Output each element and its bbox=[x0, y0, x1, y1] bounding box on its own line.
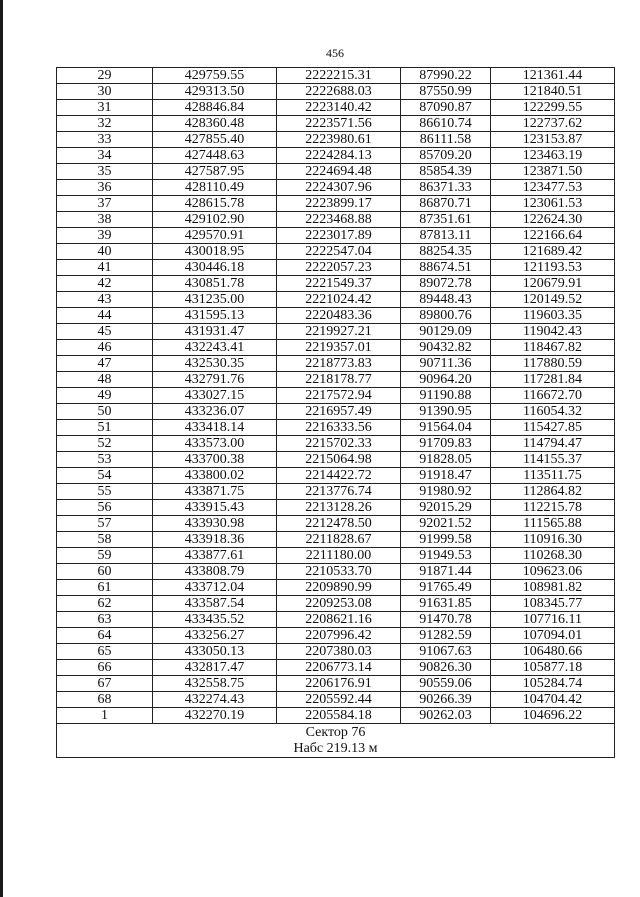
local-x-cell: 91949.53 bbox=[401, 548, 491, 564]
local-x-cell: 89800.76 bbox=[401, 308, 491, 324]
local-x-cell: 85709.20 bbox=[401, 148, 491, 164]
table-row bbox=[57, 692, 615, 708]
local-x-cell: 87990.22 bbox=[401, 68, 491, 84]
point-number-cell: 58 bbox=[57, 532, 153, 548]
local-y-cell: 113511.75 bbox=[491, 468, 615, 484]
local-x-cell: 87351.61 bbox=[401, 212, 491, 228]
local-x-cell: 91390.95 bbox=[401, 404, 491, 420]
table-row bbox=[57, 132, 615, 148]
x-coordinate-cell: 433587.54 bbox=[153, 596, 277, 612]
y-coordinate-cell: 2223899.17 bbox=[277, 196, 401, 212]
table-row bbox=[57, 100, 615, 116]
local-x-cell: 91980.92 bbox=[401, 484, 491, 500]
x-coordinate-cell: 431931.47 bbox=[153, 324, 277, 340]
local-y-cell: 122299.55 bbox=[491, 100, 615, 116]
local-y-cell: 106480.66 bbox=[491, 644, 615, 660]
local-y-cell: 116054.32 bbox=[491, 404, 615, 420]
x-coordinate-cell: 427587.95 bbox=[153, 164, 277, 180]
x-coordinate-cell: 433871.75 bbox=[153, 484, 277, 500]
local-y-cell: 117880.59 bbox=[491, 356, 615, 372]
point-number-cell: 42 bbox=[57, 276, 153, 292]
table-row bbox=[57, 628, 615, 644]
local-y-cell: 114794.47 bbox=[491, 436, 615, 452]
local-x-cell: 86610.74 bbox=[401, 116, 491, 132]
local-y-cell: 120149.52 bbox=[491, 292, 615, 308]
x-coordinate-cell: 430851.78 bbox=[153, 276, 277, 292]
x-coordinate-cell: 428615.78 bbox=[153, 196, 277, 212]
x-coordinate-cell: 430446.18 bbox=[153, 260, 277, 276]
local-y-cell: 118467.82 bbox=[491, 340, 615, 356]
local-x-cell: 87813.11 bbox=[401, 228, 491, 244]
point-number-cell: 46 bbox=[57, 340, 153, 356]
x-coordinate-cell: 429313.50 bbox=[153, 84, 277, 100]
y-coordinate-cell: 2205592.44 bbox=[277, 692, 401, 708]
point-number-cell: 56 bbox=[57, 500, 153, 516]
x-coordinate-cell: 433418.14 bbox=[153, 420, 277, 436]
table-row bbox=[57, 436, 615, 452]
x-coordinate-cell: 428110.49 bbox=[153, 180, 277, 196]
x-coordinate-cell: 433800.02 bbox=[153, 468, 277, 484]
local-y-cell: 107094.01 bbox=[491, 628, 615, 644]
local-x-cell: 90826.30 bbox=[401, 660, 491, 676]
local-y-cell: 104704.42 bbox=[491, 692, 615, 708]
point-number-cell: 38 bbox=[57, 212, 153, 228]
point-number-cell: 34 bbox=[57, 148, 153, 164]
table-row bbox=[57, 564, 615, 580]
local-x-cell: 85854.39 bbox=[401, 164, 491, 180]
point-number-cell: 53 bbox=[57, 452, 153, 468]
local-y-cell: 108345.77 bbox=[491, 596, 615, 612]
table-row bbox=[57, 676, 615, 692]
sector-label: Сектор 76 bbox=[305, 725, 366, 740]
x-coordinate-cell: 433930.98 bbox=[153, 516, 277, 532]
table-row bbox=[57, 500, 615, 516]
point-number-cell: 45 bbox=[57, 324, 153, 340]
table-row bbox=[57, 260, 615, 276]
x-coordinate-cell: 428360.48 bbox=[153, 116, 277, 132]
x-coordinate-cell: 432558.75 bbox=[153, 676, 277, 692]
table-row bbox=[57, 580, 615, 596]
x-coordinate-cell: 433915.43 bbox=[153, 500, 277, 516]
point-number-cell: 29 bbox=[57, 68, 153, 84]
y-coordinate-cell: 2221549.37 bbox=[277, 276, 401, 292]
page-left-edge bbox=[0, 0, 3, 897]
x-coordinate-cell: 432817.47 bbox=[153, 660, 277, 676]
local-x-cell: 91564.04 bbox=[401, 420, 491, 436]
table-footer-cell bbox=[57, 724, 615, 758]
local-y-cell: 116672.70 bbox=[491, 388, 615, 404]
local-x-cell: 90432.82 bbox=[401, 340, 491, 356]
x-coordinate-cell: 433050.13 bbox=[153, 644, 277, 660]
x-coordinate-cell: 432530.35 bbox=[153, 356, 277, 372]
table-row bbox=[57, 404, 615, 420]
y-coordinate-cell: 2206773.14 bbox=[277, 660, 401, 676]
table-row bbox=[57, 708, 615, 724]
point-number-cell: 60 bbox=[57, 564, 153, 580]
y-coordinate-cell: 2224694.48 bbox=[277, 164, 401, 180]
point-number-cell: 1 bbox=[57, 708, 153, 724]
x-coordinate-cell: 429759.55 bbox=[153, 68, 277, 84]
table-row bbox=[57, 324, 615, 340]
local-x-cell: 91709.83 bbox=[401, 436, 491, 452]
local-x-cell: 87550.99 bbox=[401, 84, 491, 100]
point-number-cell: 65 bbox=[57, 644, 153, 660]
y-coordinate-cell: 2211180.00 bbox=[277, 548, 401, 564]
y-coordinate-cell: 2206176.91 bbox=[277, 676, 401, 692]
y-coordinate-cell: 2223980.61 bbox=[277, 132, 401, 148]
local-y-cell: 121193.53 bbox=[491, 260, 615, 276]
local-y-cell: 120679.91 bbox=[491, 276, 615, 292]
table-row bbox=[57, 596, 615, 612]
local-x-cell: 91190.88 bbox=[401, 388, 491, 404]
table-row bbox=[57, 276, 615, 292]
table-row bbox=[57, 452, 615, 468]
x-coordinate-cell: 432274.43 bbox=[153, 692, 277, 708]
local-x-cell: 92015.29 bbox=[401, 500, 491, 516]
table-row bbox=[57, 532, 615, 548]
y-coordinate-cell: 2213128.26 bbox=[277, 500, 401, 516]
y-coordinate-cell: 2207380.03 bbox=[277, 644, 401, 660]
y-coordinate-cell: 2223017.89 bbox=[277, 228, 401, 244]
table-row bbox=[57, 84, 615, 100]
local-x-cell: 91999.58 bbox=[401, 532, 491, 548]
x-coordinate-cell: 429570.91 bbox=[153, 228, 277, 244]
y-coordinate-cell: 2223140.42 bbox=[277, 100, 401, 116]
point-number-cell: 55 bbox=[57, 484, 153, 500]
table-row bbox=[57, 644, 615, 660]
y-coordinate-cell: 2221024.42 bbox=[277, 292, 401, 308]
x-coordinate-cell: 433712.04 bbox=[153, 580, 277, 596]
point-number-cell: 30 bbox=[57, 84, 153, 100]
x-coordinate-cell: 433918.36 bbox=[153, 532, 277, 548]
local-x-cell: 90711.36 bbox=[401, 356, 491, 372]
local-y-cell: 112215.78 bbox=[491, 500, 615, 516]
page-number: 456 bbox=[326, 46, 344, 60]
y-coordinate-cell: 2213776.74 bbox=[277, 484, 401, 500]
point-number-cell: 31 bbox=[57, 100, 153, 116]
local-y-cell: 117281.84 bbox=[491, 372, 615, 388]
x-coordinate-cell: 432243.41 bbox=[153, 340, 277, 356]
table-row bbox=[57, 468, 615, 484]
y-coordinate-cell: 2212478.50 bbox=[277, 516, 401, 532]
x-coordinate-cell: 433877.61 bbox=[153, 548, 277, 564]
point-number-cell: 50 bbox=[57, 404, 153, 420]
y-coordinate-cell: 2217572.94 bbox=[277, 388, 401, 404]
local-x-cell: 91918.47 bbox=[401, 468, 491, 484]
local-x-cell: 87090.87 bbox=[401, 100, 491, 116]
table-row bbox=[57, 292, 615, 308]
local-y-cell: 115427.85 bbox=[491, 420, 615, 436]
local-x-cell: 86371.33 bbox=[401, 180, 491, 196]
local-x-cell: 89072.78 bbox=[401, 276, 491, 292]
x-coordinate-cell: 433236.07 bbox=[153, 404, 277, 420]
table-row bbox=[57, 164, 615, 180]
y-coordinate-cell: 2207996.42 bbox=[277, 628, 401, 644]
y-coordinate-cell: 2214422.72 bbox=[277, 468, 401, 484]
y-coordinate-cell: 2209253.08 bbox=[277, 596, 401, 612]
y-coordinate-cell: 2220483.36 bbox=[277, 308, 401, 324]
x-coordinate-cell: 432791.76 bbox=[153, 372, 277, 388]
point-number-cell: 39 bbox=[57, 228, 153, 244]
table-row bbox=[57, 196, 615, 212]
y-coordinate-cell: 2209890.99 bbox=[277, 580, 401, 596]
point-number-cell: 54 bbox=[57, 468, 153, 484]
table-row bbox=[57, 356, 615, 372]
table-row bbox=[57, 484, 615, 500]
table-row bbox=[57, 340, 615, 356]
x-coordinate-cell: 433808.79 bbox=[153, 564, 277, 580]
local-x-cell: 90262.03 bbox=[401, 708, 491, 724]
local-x-cell: 91828.05 bbox=[401, 452, 491, 468]
table-row bbox=[57, 420, 615, 436]
local-x-cell: 86111.58 bbox=[401, 132, 491, 148]
local-x-cell: 86870.71 bbox=[401, 196, 491, 212]
local-x-cell: 91067.63 bbox=[401, 644, 491, 660]
local-y-cell: 110916.30 bbox=[491, 532, 615, 548]
local-y-cell: 119603.35 bbox=[491, 308, 615, 324]
table-row bbox=[57, 516, 615, 532]
point-number-cell: 40 bbox=[57, 244, 153, 260]
table-body bbox=[57, 68, 615, 758]
x-coordinate-cell: 433573.00 bbox=[153, 436, 277, 452]
y-coordinate-cell: 2216957.49 bbox=[277, 404, 401, 420]
point-number-cell: 57 bbox=[57, 516, 153, 532]
point-number-cell: 49 bbox=[57, 388, 153, 404]
table-row bbox=[57, 308, 615, 324]
y-coordinate-cell: 2222057.23 bbox=[277, 260, 401, 276]
local-y-cell: 121840.51 bbox=[491, 84, 615, 100]
local-y-cell: 107716.11 bbox=[491, 612, 615, 628]
local-x-cell: 91631.85 bbox=[401, 596, 491, 612]
point-number-cell: 33 bbox=[57, 132, 153, 148]
local-x-cell: 88674.51 bbox=[401, 260, 491, 276]
local-y-cell: 122166.64 bbox=[491, 228, 615, 244]
table-row bbox=[57, 388, 615, 404]
absolute-height-label: Набс 219.13 м bbox=[293, 741, 378, 756]
local-y-cell: 108981.82 bbox=[491, 580, 615, 596]
local-y-cell: 105877.18 bbox=[491, 660, 615, 676]
local-x-cell: 91470.78 bbox=[401, 612, 491, 628]
x-coordinate-cell: 427855.40 bbox=[153, 132, 277, 148]
local-y-cell: 121361.44 bbox=[491, 68, 615, 84]
x-coordinate-cell: 431235.00 bbox=[153, 292, 277, 308]
local-x-cell: 90964.20 bbox=[401, 372, 491, 388]
local-y-cell: 111565.88 bbox=[491, 516, 615, 532]
local-x-cell: 89448.43 bbox=[401, 292, 491, 308]
local-x-cell: 91871.44 bbox=[401, 564, 491, 580]
y-coordinate-cell: 2210533.70 bbox=[277, 564, 401, 580]
x-coordinate-cell: 427448.63 bbox=[153, 148, 277, 164]
point-number-cell: 51 bbox=[57, 420, 153, 436]
point-number-cell: 32 bbox=[57, 116, 153, 132]
local-x-cell: 88254.35 bbox=[401, 244, 491, 260]
local-y-cell: 123477.53 bbox=[491, 180, 615, 196]
local-x-cell: 90266.39 bbox=[401, 692, 491, 708]
y-coordinate-cell: 2216333.56 bbox=[277, 420, 401, 436]
local-y-cell: 123061.53 bbox=[491, 196, 615, 212]
x-coordinate-cell: 433256.27 bbox=[153, 628, 277, 644]
point-number-cell: 68 bbox=[57, 692, 153, 708]
table-row bbox=[57, 212, 615, 228]
local-y-cell: 122737.62 bbox=[491, 116, 615, 132]
local-y-cell: 119042.43 bbox=[491, 324, 615, 340]
local-y-cell: 123153.87 bbox=[491, 132, 615, 148]
y-coordinate-cell: 2223468.88 bbox=[277, 212, 401, 228]
y-coordinate-cell: 2215702.33 bbox=[277, 436, 401, 452]
table-footer-row bbox=[57, 724, 615, 758]
x-coordinate-cell: 431595.13 bbox=[153, 308, 277, 324]
local-y-cell: 123463.19 bbox=[491, 148, 615, 164]
table-row bbox=[57, 180, 615, 196]
y-coordinate-cell: 2208621.16 bbox=[277, 612, 401, 628]
y-coordinate-cell: 2218178.77 bbox=[277, 372, 401, 388]
point-number-cell: 35 bbox=[57, 164, 153, 180]
table-row bbox=[57, 228, 615, 244]
x-coordinate-cell: 433435.52 bbox=[153, 612, 277, 628]
local-y-cell: 109623.06 bbox=[491, 564, 615, 580]
local-x-cell: 91765.49 bbox=[401, 580, 491, 596]
local-y-cell: 121689.42 bbox=[491, 244, 615, 260]
local-y-cell: 123871.50 bbox=[491, 164, 615, 180]
point-number-cell: 61 bbox=[57, 580, 153, 596]
x-coordinate-cell: 432270.19 bbox=[153, 708, 277, 724]
point-number-cell: 62 bbox=[57, 596, 153, 612]
point-number-cell: 36 bbox=[57, 180, 153, 196]
y-coordinate-cell: 2205584.18 bbox=[277, 708, 401, 724]
point-number-cell: 67 bbox=[57, 676, 153, 692]
table-row bbox=[57, 612, 615, 628]
x-coordinate-cell: 428846.84 bbox=[153, 100, 277, 116]
point-number-cell: 41 bbox=[57, 260, 153, 276]
point-number-cell: 44 bbox=[57, 308, 153, 324]
y-coordinate-cell: 2219927.21 bbox=[277, 324, 401, 340]
point-number-cell: 48 bbox=[57, 372, 153, 388]
y-coordinate-cell: 2219357.01 bbox=[277, 340, 401, 356]
point-number-cell: 63 bbox=[57, 612, 153, 628]
local-x-cell: 92021.52 bbox=[401, 516, 491, 532]
y-coordinate-cell: 2224284.13 bbox=[277, 148, 401, 164]
table-row bbox=[57, 660, 615, 676]
y-coordinate-cell: 2224307.96 bbox=[277, 180, 401, 196]
local-y-cell: 114155.37 bbox=[491, 452, 615, 468]
y-coordinate-cell: 2215064.98 bbox=[277, 452, 401, 468]
table-row bbox=[57, 548, 615, 564]
table-row bbox=[57, 244, 615, 260]
point-number-cell: 64 bbox=[57, 628, 153, 644]
point-number-cell: 66 bbox=[57, 660, 153, 676]
y-coordinate-cell: 2223571.56 bbox=[277, 116, 401, 132]
y-coordinate-cell: 2222215.31 bbox=[277, 68, 401, 84]
point-number-cell: 47 bbox=[57, 356, 153, 372]
table-row bbox=[57, 372, 615, 388]
x-coordinate-cell: 429102.90 bbox=[153, 212, 277, 228]
x-coordinate-cell: 433700.38 bbox=[153, 452, 277, 468]
local-y-cell: 104696.22 bbox=[491, 708, 615, 724]
coordinates-table bbox=[56, 67, 615, 758]
y-coordinate-cell: 2211828.67 bbox=[277, 532, 401, 548]
point-number-cell: 37 bbox=[57, 196, 153, 212]
table-row bbox=[57, 116, 615, 132]
local-x-cell: 91282.59 bbox=[401, 628, 491, 644]
local-y-cell: 105284.74 bbox=[491, 676, 615, 692]
y-coordinate-cell: 2222547.04 bbox=[277, 244, 401, 260]
point-number-cell: 43 bbox=[57, 292, 153, 308]
table-row bbox=[57, 68, 615, 84]
table-row bbox=[57, 148, 615, 164]
x-coordinate-cell: 430018.95 bbox=[153, 244, 277, 260]
y-coordinate-cell: 2222688.03 bbox=[277, 84, 401, 100]
point-number-cell: 52 bbox=[57, 436, 153, 452]
local-y-cell: 112864.82 bbox=[491, 484, 615, 500]
x-coordinate-cell: 433027.15 bbox=[153, 388, 277, 404]
local-x-cell: 90559.06 bbox=[401, 676, 491, 692]
local-x-cell: 90129.09 bbox=[401, 324, 491, 340]
y-coordinate-cell: 2218773.83 bbox=[277, 356, 401, 372]
local-y-cell: 122624.30 bbox=[491, 212, 615, 228]
point-number-cell: 59 bbox=[57, 548, 153, 564]
local-y-cell: 110268.30 bbox=[491, 548, 615, 564]
